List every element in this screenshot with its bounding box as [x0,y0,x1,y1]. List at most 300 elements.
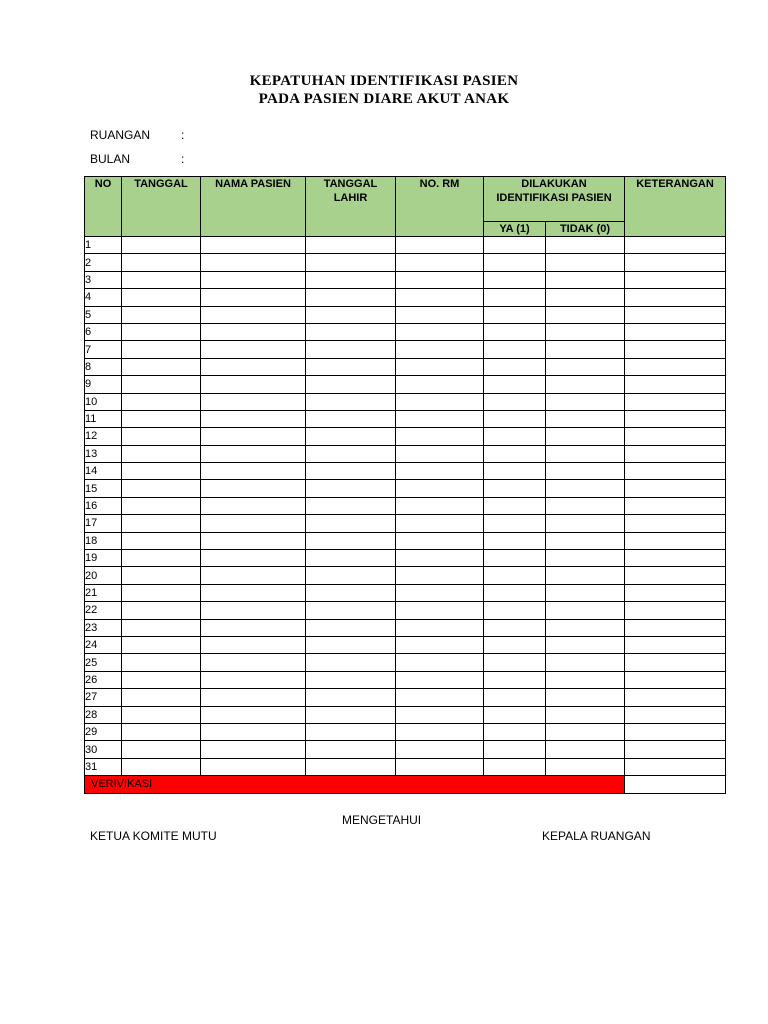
cell-no-rm[interactable] [396,741,484,758]
cell-tanggal-lahir[interactable] [306,237,396,254]
cell-no-rm[interactable] [396,619,484,636]
ruangan-colon: : [181,128,185,142]
cell-no: 17 [85,515,122,532]
cell-tidak[interactable] [546,271,625,288]
table-row [85,636,726,653]
cell-no: 10 [85,393,122,410]
header-tidak: TIDAK (0) [546,222,625,237]
cell-ya[interactable] [484,636,546,653]
cell-no: 28 [85,706,122,723]
cell-ya[interactable] [484,497,546,514]
cell-tanggal-lahir[interactable] [306,584,396,601]
cell-keterangan[interactable] [625,323,726,340]
cell-ya[interactable] [484,671,546,688]
cell-keterangan[interactable] [625,671,726,688]
cell-keterangan[interactable] [625,636,726,653]
cell-nama-pasien[interactable] [201,463,306,480]
header-tanggal-lahir: TANGGAL LAHIR [306,177,396,237]
table-body [85,237,726,794]
cell-nama-pasien[interactable] [201,671,306,688]
cell-tanggal[interactable] [122,463,201,480]
cell-no: 3 [85,271,122,288]
cell-tidak[interactable] [546,410,625,427]
cell-no: 25 [85,654,122,671]
cell-no-rm[interactable] [396,689,484,706]
cell-tidak[interactable] [546,584,625,601]
cell-no: 20 [85,567,122,584]
cell-tanggal-lahir[interactable] [306,428,396,445]
table-row [85,480,726,497]
cell-tanggal-lahir[interactable] [306,532,396,549]
cell-tanggal[interactable] [122,636,201,653]
header-tanggal: TANGGAL [122,177,201,237]
cell-tanggal-lahir[interactable] [306,289,396,306]
cell-ya[interactable] [484,706,546,723]
cell-ya[interactable] [484,550,546,567]
cell-tidak[interactable] [546,393,625,410]
cell-tanggal[interactable] [122,723,201,740]
cell-keterangan[interactable] [625,602,726,619]
cell-keterangan[interactable] [625,532,726,549]
cell-tidak[interactable] [546,463,625,480]
cell-no-rm[interactable] [396,550,484,567]
cell-keterangan[interactable] [625,550,726,567]
cell-no: 19 [85,550,122,567]
cell-keterangan[interactable] [625,706,726,723]
cell-ya[interactable] [484,271,546,288]
cell-tanggal-lahir[interactable] [306,271,396,288]
cell-tanggal[interactable] [122,741,201,758]
cell-nama-pasien[interactable] [201,758,306,775]
cell-nama-pasien[interactable] [201,306,306,323]
cell-tanggal[interactable] [122,480,201,497]
cell-nama-pasien[interactable] [201,323,306,340]
header-no-rm: NO. RM [396,177,484,237]
table-row [85,463,726,480]
cell-tanggal[interactable] [122,306,201,323]
cell-nama-pasien[interactable] [201,515,306,532]
cell-no-rm[interactable] [396,706,484,723]
cell-tanggal-lahir[interactable] [306,654,396,671]
cell-nama-pasien[interactable] [201,341,306,358]
cell-keterangan[interactable] [625,515,726,532]
cell-nama-pasien[interactable] [201,602,306,619]
cell-tanggal-lahir[interactable] [306,358,396,375]
cell-tidak[interactable] [546,289,625,306]
cell-tanggal-lahir[interactable] [306,758,396,775]
cell-no-rm[interactable] [396,376,484,393]
cell-tanggal[interactable] [122,358,201,375]
cell-nama-pasien[interactable] [201,654,306,671]
cell-no: 8 [85,358,122,375]
cell-tidak[interactable] [546,706,625,723]
cell-no-rm[interactable] [396,463,484,480]
cell-keterangan[interactable] [625,271,726,288]
cell-no: 15 [85,480,122,497]
ketua-komite-mutu-label: KETUA KOMITE MUTU [90,829,217,843]
table-row [85,689,726,706]
cell-keterangan[interactable] [625,567,726,584]
cell-tidak[interactable] [546,515,625,532]
cell-no: 1 [85,237,122,254]
cell-tanggal[interactable] [122,654,201,671]
table-row [85,671,726,688]
cell-no: 14 [85,463,122,480]
header-ya: YA (1) [484,222,546,237]
cell-nama-pasien[interactable] [201,532,306,549]
table-row [85,497,726,514]
cell-no-rm[interactable] [396,532,484,549]
cell-tidak[interactable] [546,341,625,358]
cell-no: 23 [85,619,122,636]
cell-no: 2 [85,254,122,271]
cell-ya[interactable] [484,584,546,601]
table-row [85,532,726,549]
cell-tanggal-lahir[interactable] [306,602,396,619]
cell-tanggal[interactable] [122,445,201,462]
cell-ya[interactable] [484,376,546,393]
cell-no-rm[interactable] [396,567,484,584]
compliance-table [84,176,726,794]
table-row [85,271,726,288]
cell-tidak[interactable] [546,619,625,636]
table-row [85,445,726,462]
cell-ya[interactable] [484,602,546,619]
table-row [85,741,726,758]
cell-tidak[interactable] [546,306,625,323]
cell-no-rm[interactable] [396,654,484,671]
cell-nama-pasien[interactable] [201,428,306,445]
table-row [85,602,726,619]
cell-tanggal-lahir[interactable] [306,306,396,323]
cell-keterangan[interactable] [625,306,726,323]
cell-tanggal[interactable] [122,532,201,549]
cell-no-rm[interactable] [396,497,484,514]
cell-tanggal-lahir[interactable] [306,341,396,358]
cell-nama-pasien[interactable] [201,410,306,427]
cell-tidak[interactable] [546,358,625,375]
cell-no: 18 [85,532,122,549]
cell-no: 27 [85,689,122,706]
cell-ya[interactable] [484,758,546,775]
cell-nama-pasien[interactable] [201,706,306,723]
mengetahui-label: MENGETAHUI [342,813,422,827]
cell-tanggal[interactable] [122,289,201,306]
cell-nama-pasien[interactable] [201,254,306,271]
table-row [85,428,726,445]
cell-tidak[interactable] [546,497,625,514]
cell-tanggal-lahir[interactable] [306,480,396,497]
cell-no-rm[interactable] [396,323,484,340]
cell-tanggal[interactable] [122,237,201,254]
cell-tanggal-lahir[interactable] [306,689,396,706]
cell-keterangan[interactable] [625,584,726,601]
cell-no: 22 [85,602,122,619]
cell-ya[interactable] [484,410,546,427]
cell-tanggal[interactable] [122,410,201,427]
table-row [85,254,726,271]
cell-no: 9 [85,376,122,393]
table-row [85,393,726,410]
cell-tanggal-lahir[interactable] [306,393,396,410]
cell-tanggal[interactable] [122,254,201,271]
cell-tidak[interactable] [546,654,625,671]
cell-tanggal[interactable] [122,706,201,723]
kepala-ruangan-label: KEPALA RUANGAN [542,829,651,843]
cell-tanggal-lahir[interactable] [306,463,396,480]
cell-ya[interactable] [484,532,546,549]
table-row [85,341,726,358]
table-row [85,289,726,306]
cell-tanggal-lahir[interactable] [306,636,396,653]
cell-keterangan[interactable] [625,758,726,775]
cell-tanggal[interactable] [122,376,201,393]
table-row [85,567,726,584]
cell-tidak[interactable] [546,323,625,340]
cell-keterangan[interactable] [625,463,726,480]
cell-tanggal[interactable] [122,271,201,288]
cell-ya[interactable] [484,654,546,671]
cell-tanggal[interactable] [122,602,201,619]
ruangan-label: RUANGAN [90,128,151,142]
cell-tanggal-lahir[interactable] [306,567,396,584]
cell-keterangan[interactable] [625,723,726,740]
cell-tidak[interactable] [546,567,625,584]
cell-tanggal-lahir[interactable] [306,254,396,271]
document-title-line1: KEPATUHAN IDENTIFIKASI PASIEN [249,73,519,89]
cell-ya[interactable] [484,463,546,480]
cell-keterangan[interactable] [625,376,726,393]
cell-tanggal[interactable] [122,323,201,340]
cell-keterangan[interactable] [625,358,726,375]
table-row [85,584,726,601]
cell-nama-pasien[interactable] [201,497,306,514]
cell-ya[interactable] [484,723,546,740]
cell-no-rm[interactable] [396,393,484,410]
table-row [85,706,726,723]
cell-keterangan[interactable] [625,237,726,254]
cell-tanggal[interactable] [122,584,201,601]
cell-no-rm[interactable] [396,602,484,619]
cell-keterangan[interactable] [625,393,726,410]
cell-nama-pasien[interactable] [201,358,306,375]
cell-no-rm[interactable] [396,358,484,375]
bulan-colon: : [181,152,185,166]
cell-no: 31 [85,758,122,775]
cell-ya[interactable] [484,619,546,636]
cell-no-rm[interactable] [396,636,484,653]
cell-no-rm[interactable] [396,428,484,445]
header-keterangan: KETERANGAN [625,177,726,237]
cell-keterangan[interactable] [625,497,726,514]
table-row [85,758,726,775]
cell-nama-pasien[interactable] [201,237,306,254]
cell-tanggal[interactable] [122,393,201,410]
cell-keterangan[interactable] [625,741,726,758]
verifikasi-label: VERIVIKASI [85,776,625,793]
cell-tanggal[interactable] [122,567,201,584]
cell-tanggal[interactable] [122,428,201,445]
cell-tidak[interactable] [546,254,625,271]
table-row [85,723,726,740]
verifikasi-value-cell[interactable] [625,776,726,793]
cell-ya[interactable] [484,480,546,497]
cell-no-rm[interactable] [396,584,484,601]
cell-nama-pasien[interactable] [201,584,306,601]
cell-keterangan[interactable] [625,689,726,706]
cell-tidak[interactable] [546,428,625,445]
cell-ya[interactable] [484,515,546,532]
cell-ya[interactable] [484,358,546,375]
cell-nama-pasien[interactable] [201,550,306,567]
cell-keterangan[interactable] [625,341,726,358]
table-row [85,237,726,254]
cell-nama-pasien[interactable] [201,393,306,410]
cell-tanggal-lahir[interactable] [306,323,396,340]
cell-nama-pasien[interactable] [201,741,306,758]
cell-tanggal[interactable] [122,671,201,688]
cell-no-rm[interactable] [396,254,484,271]
cell-keterangan[interactable] [625,445,726,462]
cell-keterangan[interactable] [625,410,726,427]
cell-tidak[interactable] [546,445,625,462]
cell-nama-pasien[interactable] [201,445,306,462]
table-row [85,550,726,567]
cell-tidak[interactable] [546,741,625,758]
cell-keterangan[interactable] [625,289,726,306]
table-row [85,654,726,671]
cell-ya[interactable] [484,689,546,706]
cell-no: 16 [85,497,122,514]
cell-nama-pasien[interactable] [201,567,306,584]
cell-keterangan[interactable] [625,654,726,671]
cell-ya[interactable] [484,428,546,445]
cell-tidak[interactable] [546,758,625,775]
cell-no: 4 [85,289,122,306]
cell-nama-pasien[interactable] [201,636,306,653]
cell-no-rm[interactable] [396,758,484,775]
cell-ya[interactable] [484,254,546,271]
bulan-label: BULAN [90,152,131,166]
cell-no: 30 [85,741,122,758]
cell-tidak[interactable] [546,723,625,740]
cell-tidak[interactable] [546,636,625,653]
cell-no: 29 [85,723,122,740]
cell-tanggal-lahir[interactable] [306,410,396,427]
cell-no: 6 [85,323,122,340]
cell-tanggal[interactable] [122,341,201,358]
cell-tidak[interactable] [546,671,625,688]
cell-no: 12 [85,428,122,445]
cell-ya[interactable] [484,341,546,358]
cell-tanggal[interactable] [122,689,201,706]
table-row [85,306,726,323]
cell-tidak[interactable] [546,532,625,549]
cell-ya[interactable] [484,323,546,340]
document-title-line2: PADA PASIEN DIARE AKUT ANAK [258,91,510,107]
cell-no-rm[interactable] [396,445,484,462]
cell-ya[interactable] [484,445,546,462]
cell-tanggal-lahir[interactable] [306,550,396,567]
cell-nama-pasien[interactable] [201,619,306,636]
cell-tidak[interactable] [546,602,625,619]
cell-no-rm[interactable] [396,410,484,427]
cell-no-rm[interactable] [396,480,484,497]
ruangan-field [90,128,185,142]
cell-ya[interactable] [484,741,546,758]
header-nama-pasien: NAMA PASIEN [201,177,306,237]
cell-ya[interactable] [484,567,546,584]
verifikasi-row [85,776,726,793]
cell-nama-pasien[interactable] [201,289,306,306]
cell-tanggal[interactable] [122,497,201,514]
cell-no-rm[interactable] [396,341,484,358]
header-dilakukan-identifikasi: DILAKUKAN IDENTIFIKASI PASIEN [484,177,625,222]
cell-nama-pasien[interactable] [201,723,306,740]
cell-no-rm[interactable] [396,289,484,306]
cell-no-rm[interactable] [396,671,484,688]
cell-keterangan[interactable] [625,619,726,636]
cell-tanggal-lahir[interactable] [306,671,396,688]
cell-ya[interactable] [484,393,546,410]
table-row [85,358,726,375]
cell-ya[interactable] [484,306,546,323]
cell-no: 11 [85,410,122,427]
cell-tidak[interactable] [546,480,625,497]
cell-ya[interactable] [484,237,546,254]
bulan-field [90,152,185,166]
cell-no-rm[interactable] [396,306,484,323]
cell-tidak[interactable] [546,237,625,254]
cell-keterangan[interactable] [625,428,726,445]
cell-tidak[interactable] [546,376,625,393]
cell-nama-pasien[interactable] [201,689,306,706]
cell-no-rm[interactable] [396,271,484,288]
cell-tanggal[interactable] [122,758,201,775]
cell-tanggal-lahir[interactable] [306,497,396,514]
table-row [85,619,726,636]
cell-tanggal-lahir[interactable] [306,445,396,462]
cell-tidak[interactable] [546,550,625,567]
cell-keterangan[interactable] [625,254,726,271]
cell-nama-pasien[interactable] [201,480,306,497]
cell-tanggal[interactable] [122,619,201,636]
cell-no: 13 [85,445,122,462]
cell-no: 5 [85,306,122,323]
cell-tanggal-lahir[interactable] [306,723,396,740]
cell-keterangan[interactable] [625,480,726,497]
header-no: NO [85,177,122,237]
cell-tanggal-lahir[interactable] [306,619,396,636]
table-row [85,410,726,427]
cell-no-rm[interactable] [396,515,484,532]
cell-nama-pasien[interactable] [201,271,306,288]
cell-tanggal-lahir[interactable] [306,741,396,758]
table-row [85,376,726,393]
cell-tanggal[interactable] [122,550,201,567]
cell-tidak[interactable] [546,689,625,706]
cell-tanggal[interactable] [122,515,201,532]
cell-no-rm[interactable] [396,237,484,254]
cell-tanggal-lahir[interactable] [306,515,396,532]
cell-tanggal-lahir[interactable] [306,376,396,393]
cell-tanggal-lahir[interactable] [306,706,396,723]
cell-nama-pasien[interactable] [201,376,306,393]
table-row [85,515,726,532]
cell-no: 7 [85,341,122,358]
cell-ya[interactable] [484,289,546,306]
cell-no-rm[interactable] [396,723,484,740]
